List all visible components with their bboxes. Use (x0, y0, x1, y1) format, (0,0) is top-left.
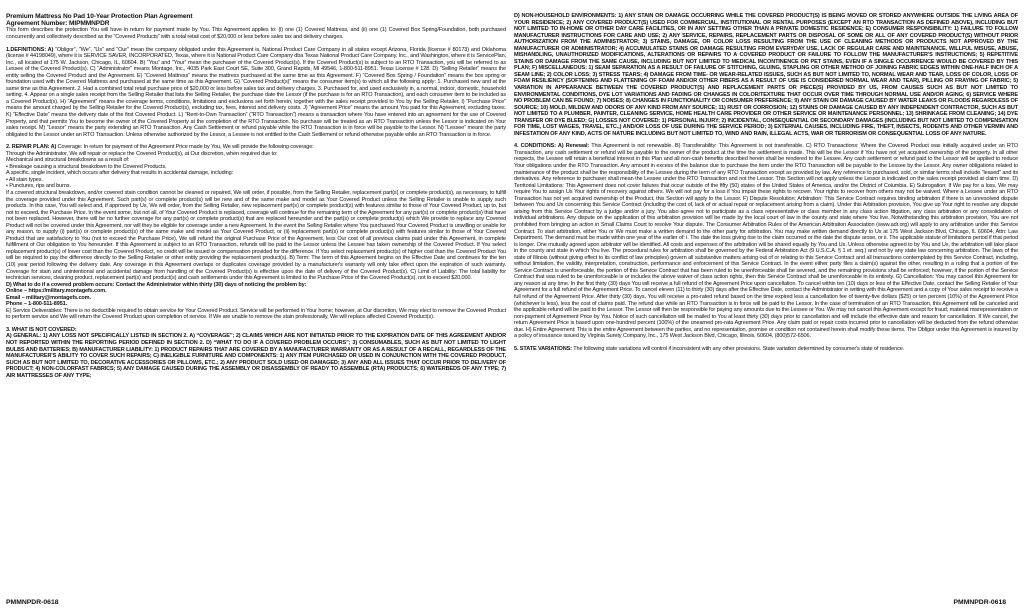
footer-code-left: PMMNPDR-0618 (6, 599, 59, 606)
left-column (6, 13, 506, 589)
repair-plan-line-4: A specific, single incident, which occurs after delivery that results in accidental damage, including: (6, 170, 234, 177)
not-covered-continued: D) NON-HOUSEHOLD ENVIRONMENTS: 1) ANY STAIN OR DAMAGE OCCURRING WHILE THE COVERED PRODUCT(S) IS BEING MOVED OR STORED ANYWHERE OUTSIDE THE LIVING AREA OF YOUR RESIDENCE; 2) ANY COVERED PRODUCT(S) USED FOR COMMERCIAL, INSTITUTIONAL OR RENTAL PURPOSES (EXCEPT AN RTO TRANSACTION AS DEFINED ABOVE), INCLUDING BUT NOT LIMITED TO IN-HOME OR OTHER DAY CARE FACILITIES, OR IN ANY SETTING OTHER THAN A PRIVATE DOMESTIC RESIDENCE; E) CONSUMER RESPONSIBILITY: 1) FAILURE TO FOLLOW MANUFACTURER INSTRUCTIONS FOR CARE AND USE; 2) ANY SERVICE, REPAIRS, REPLACEMENT PARTS OR DISPOSAL OF SOME OR ALL OF ANY COVERED PRODUCT(S) WITHOUT PRIOR AUTHORIZATION FROM THE ADMINISTRATOR; 3) STAINS, DAMAGE, OR COLOR LOSS RESULTING FROM THE USE OF CLEANING METHODS OR PRODUCTS NOT APPROVED BY THE MANUFACTURER OR ADMINISTRATOR; 4) ACCUMULATED STAINS OR DAMAGE RESULTING FROM EVERYDAY USE, LACK OF REGULAR CARE AND MAINTENANCE, WILLFUL MISUSE, ABUSE, MISHANDLING, UNAUTHORIZED MODIFICATIONS, ALTERATIONS OR REPAIRS TO A COVERED PRODUCT OR FAILURE TO FOLLOW THE MANUFACTURER'S INSTRUCTIONS; 5) REPETITIVE STAINS OR DAMAGE FROM THE SAME CAUSE, INCLUDING BUT NOT LIMITED TO MEDICAL INCONTINENCE OR PET STAINS, EVEN IF A SINGLE OCCURRENCE WOULD BE COVERED BY THIS PLAN; F) MISCELLANEOUS: 1) SEAM SEPARATION AS A RESULT OF FAILURE OF STITCHING, GLUING, STAPLING OR OTHER METHOD OF JOINING FABRIC EDGES WITHIN ONE-HALF INCH OF A SEAM LINE; 2) COLOR LOSS; 3) STRESS TEARS; 4) DAMAGE FROM TIME- OR WEAR-RELATED ISSUES, SUCH AS BUT NOT LIMITED TO, NORMAL WEAR AND TEAR, LOSS OF COLOR, LOSS OF FOAM RESILIENCY (SOFTENING AND FLATTENING OF FOAM AND/OR OTHER FIBERS AS A RESULT OF USE IS CONSIDERED NORMAL WEAR AND TEAR), PILLING OR FRAYING OF FABRIC; 5) VARIATION IN APPEARANCE BETWEEN THE COVERED PRODUCT(S) AND REPLACEMENT PARTS OR PIECE(S) PROVIDED BY US, FROM CAUSES SUCH AS BUT NOT LIMITED TO ENVIRONMENTAL CONDITIONS, DYE LOT VARIATIONS AND FADING OR CHANGES IN COLOR/TEXTURE THAT OCCUR OVER TIME THROUGH NORMAL USE AND/OR AGING; 6) SERVICE WHERE NO PROBLEM CAN BE FOUND; 7) NOISES; 8) CHANGES IN FUNCTIONALITY OR CONSUMER PREFERENCE; 9) ANY STAIN OR DAMAGE CAUSED BY WATER LEAKS OR FLOODS REGARDLESS OF SOURCE; 10) MOLD, MILDEW AND ODORS OF ANY KIND FROM ANY SOURCE; 11) RUST OR CORROSION; 12) STAINS OR DAMAGE CAUSED BY ANY INDEPENDENT CONTRACTOR, SUCH AS BUT NOT LIMITED TO A PLUMBER, PAINTER, CLEANING SERVICE, HOME HEALTH CARE PROVIDER OR OTHER SERVICE OR MAINTENANCE PERSONNEL; 13) SHRINKAGE FROM CLEANING; 14) DYE TRANSFER OR DYE BLEED; G) LOSSES NOT COVERED: 1) PERSONAL INJURY; 2) INCIDENTAL, CONSEQUENTIAL OR SECONDARY DAMAGES (INCLUDING BUT NOT LIMITED TO COMPENSATION FOR TIME, LOST WAGES, TRAVEL, ETC.,) AND/OR LOSS OF USE DURING THE SERVICE PERIOD; 3) EXTERNAL CAUSES, INCLUDING FIRE, THEFT, INSECTS, RODENTS AND OTHER VERMIN AND INFESTATION OF ANY KIND, ACTS OF NATURE INCLUDING BUT NOT LIMITED TO, WIND AND RAIN, ILLEGAL ACTS, WAR OR TERRORISM OR CONSEQUENTIAL LOSS OF ANY NATURE. (514, 13, 1018, 137)
document-title: Premium Mattress No Pad 10-Year Protection Plan Agreement (6, 13, 193, 20)
conditions-section (514, 143, 1018, 339)
service-deliverables: E) Service Deliverables: There is no deductible required to obtain service for Your Covered Product. Service will be performed in Your home; however, at Our discretion, We may elect to remove the Covered Product to perform service and We will return the Covered Product upon completion of service. If We are unable to remove the stain professionally, We will replace affected Covered Product(s). (6, 307, 506, 321)
repair-plan-line-6: • Punctures, rips and burns. (6, 183, 71, 190)
definitions-section (6, 47, 506, 139)
repair-plan-line-1: Through the Administrator, We will repair or replace the Covered Product(s), at Our discretion, when required due to: (6, 150, 278, 157)
not-covered-heading: 3. WHAT IS NOT COVERED: (6, 326, 77, 333)
repair-plan-line-2: Mechanical and structural breakdowns as a result of: (6, 157, 130, 164)
conditions-heading: 4. CONDITIONS: A) Renewal: (514, 143, 590, 150)
conditions-body: This Agreement is not renewable. B) Transferability: This Agreement is not transferable. C) RTO Transactions: Where the Covered Product was initially acquired under an RTO Transaction, any cash settlement or refund will be payable to the owner of the product at the time the settlement is made. This will be the Lessor if You have not yet acquired ownership of the property. In all other respects, the Lessee will retain a beneficial interest in this Plan and all non-cash benefits described herein shall be rendered to the Lessee. Any cash settlement or refund paid to the Lessor will be applied to reduce Your obligations under the RTO Transaction. Any amount in excess of the balance due to purchase the item under the RTO Transaction will be payable to the Lessee by the Lessor. Any owner obligations related to maintenance of the product shall be the responsibility of the Lessee during the term of any RTO Transaction except as provided by law. Any reference to purchased, sold, or similar terms shall include “leased” and its derivatives. Any reference to purchaser shall mean the Lessee under the RTO Transaction and not the Lessor. This Section will not apply unless the Lessor is indicated on the sales receipt provided at claim time. D) Territorial Limitations: This Agreement does not cover failures that occur outside of the fifty (50) states of the United States of America, and/or the District of Columbia. E) Subrogation: If We pay for a loss, We may require You to assign Us Your rights of recovery against others. We will not pay for a loss if You impair these rights to recover. Your rights to recover from others may not be waived. Where a Lessee under an RTO Transaction has not yet acquired ownership of the Product, this Section will apply to the Lessor. F) Dispute Resolution: Arbitration: This Service Contract requires binding arbitration if there is an unresolved dispute between You and Us concerning this Service Contract (including the cost of, lack of or actual repair or replacement arising from a claim). Under this Arbitration provision, You give up Your right to resolve any dispute arising from this Service Contract by a judge and/or a jury. You also agree not to participate as a class representative or class member in any class action litigation, any class arbitration or any consolidation of individual arbitrations. Any dispute on the application of this arbitration provision will be made by the local court of law in the county and state where You live. Notwithstanding this arbitration provision, You are not prohibited from bringing an action in Small Claims Court to resolve Your dispute. The Consumer Arbitration Rules of the American Arbitration Association (www.adr.org) will apply to any arbitration under this Service Contract. To start arbitration, either You or We must make a written demand to the other party for arbitration. You may make written demand directly to Us at 175 West Jackson Blvd, Chicago, IL 60604, Attn: Law Department. The demand must be made within one year of the earlier of: i. The date the loss giving rise to the claim occurred or the date the dispute arose, or ii. The applicable statute of limitations period if that period is longer. One mutually agreed upon arbitrator will be identified. All costs and expenses of the arbitration will be shared equally by You and Us. Unless otherwise agreed to by You and Us, the arbitration will take place in the county and state in which You live. The procedural rules for arbitration shall be governed by the Federal Arbitration Act (9 U.S.C.A. § 1 et. seq.) and not by any state law concerning arbitration. The laws of the state of Illinois (without giving effect to its conflict of law principles) govern all substantive matters arising out of or relating to this Service Contract and all transactions contemplated by this Service Contract, including, without limitation, the validity, interpretation, construction, performance and enforcement of this Service Contract. In the event either party files a claim(s) against the other, resulting in a ruling that a portion of the Service Contract is unenforceable, the portion of this Service Contract that has been ruled to be unenforceable shall be severed, and the remaining provisions shall be enforced; however, if the portion of the Service Contract that was ruled to be unenforceable is or includes the above waiver of class action rights, then this Service Contract shall be unenforceable in its entirety. G) Cancellation: You may cancel this Agreement for any reason at any time. In the first thirty (30) days You will receive a full refund of the Agreement Price upon cancellation. To cancel within ten (10) days or less of the Effective Date, contact the Selling Retailer of Your Agreement for a full refund of the Agreement Price. To cancel eleven (11) to thirty (30) days after the Effective Date, contact the Administrator in writing with this Agreement and a copy of Your sales receipt to receive a full refund of the Agreement Price. After thirty (30) days, You will receive a pro-rated refund based on the time expired less a cancellation fee of twenty-five dollars ($25) or ten percent (10%) of the Agreement Price (whichever is less), less the cost of claims paid. The refund due while an RTO Transaction is in force will be paid to the Lessor. In the case of termination of an RTO Transaction, this Agreement will be canceled and the applicable refund will be paid to the Lessor. The Lessor will then be responsible for paying any amounts due to the Lessee or You. We may not cancel this Agreement except for fraud, material misrepresentation or non-payment of Agreement Price by You. Notice of such cancellation will be mailed to You at least thirty (30) days prior to cancellation and will include the effective date and reason for cancellation. If We cancel, the return Agreement Price is based upon one-hundred percent (100%) of the unearned pro-rata Agreement Price. Any claim paid or repair costs incurred prior to cancellation will be deducted from the refund otherwise due. H) Entire Agreement: This is the entire Agreement between the parties, and no representation, promise or condition not contained herein shall modify these items. The Obligor under this Agreement is insured by a policy of insurance issued by Virginia Surety Company, Inc., 175 West Jackson Blvd, Chicago, Illinois, 60604, (800)572-6506. (514, 143, 1018, 340)
claim-heading: D) What to do if a covered problem occurs: Contact the Administrator within thirty (30) days of noticing the problem by: (6, 281, 307, 288)
right-column (514, 13, 1018, 589)
agreement-number: Agreement Number: MIPMMNPDR (6, 20, 110, 28)
state-variations-section (514, 346, 1018, 353)
state-variations-body: The following state variations will control if inconsistent with any other provisions. State variation determined by consumer's state of residence. (573, 345, 905, 352)
repair-plan-line-0: Coverage: In return for payment of the Agreement Price made by You, We will provide the following coverage: (57, 144, 314, 151)
claim-online-link[interactable]: Online – https://military.montagefs.com. (6, 288, 107, 295)
claim-email-link[interactable]: Email – military@montagefs.com. (6, 294, 91, 301)
repair-plan-body: If a covered structural breakdown, and/or covered stain condition cannot be cleaned or repaired, We will order, if possible, from the Selling Retailer, replacement part(s) or complete product(s), as necessary, to fulfill the coverage provided under this Agreement. Such part(s) or complete product(s) will be new and of the same make and model as Your Covered Product unless the Selling Retailer is unable to supply such products. In this case, You will select and, if approved by Us, We will order, from the Selling Retailer, new replacement part(s) or complete product(s) with features similar to those of Your Covered Product, up to, but not to exceed, the Purchase Price. In the event some, but not all, of Your Covered Product is replaced, coverage will continue for the remaining term of the Agreement for any part(s) or complete product(s) that have not been replaced. However, there will be no further coverage for any part(s) or complete product(s) that are replaced hereunder and the part(s) or complete product(s) which We provide to replace any Covered Product will not be covered under this Agreement, nor will they be eligible for coverage under a new Agreement. In the event the Selling Retailer where You purchased Your Covered Product is unwilling or unable for any reason, to supply (i) part(s) or complete product(s) of the same make and model as Your Covered Product, or (ii) replacement part(s) or complete product(s) with features similar to those of Your Covered Product that are satisfactory to You (not to exceed the Purchase Price), We will refund the original Purchase Price of the Agreement, less Our cost of all previous claims paid under this Agreement, in complete fulfillment of Our obligation to You hereunder. If this Agreement is subject to an RTO Transaction, refunds will be paid to the Lessor unless the Lessee has taken ownership of the Covered Product. If You select replacement product(s) of lower cost than the Covered Product, no credit will be issued or compensation provided for the difference. If You select replacement product(s) of higher cost than the Covered Product You will be required to pay the difference directly to the Selling Retailer or other entity providing the replacement product(s). B) Term: The term of this Agreement begins on the Effective Date and continues for the ten (10) year period following the delivery date. Any coverage in this Agreement overlaps or duplicates coverage provided by a manufacturer's warranty will only take effect upon the expiration of such warranty. Coverage for stain and unintentional and accidental damage from handling of the Covered Product(s) is effective upon the date of delivery of the Covered Product(s). C) Limit of Liability: The total liability for technician services, cleaning product, replacement part(s) and product(s) and cash settlements under this Agreement is limited to the Purchase Price of the Covered Product(s), not to exceed $20,000. (6, 189, 506, 282)
intro-paragraph: This form describes the protection You will have in return for payment made by You. This Agreement applies to: (i) one (1) Covered Mattress, and (ii) one (1) Covered Box Spring/Foundation, both purchased concurrently and collectively described as the “Covered Products” with a total retail cost of $20,000 or less before sales tax and delivery charges. (6, 27, 506, 40)
state-variations-heading: 5. STATE VARIATIONS: (514, 345, 572, 352)
repair-plan-line-3: • Breakage causing a structural breakdown to the Covered Products. (6, 163, 167, 170)
claim-phone: Phone – 1-800-511-8951. (6, 301, 68, 308)
repair-plan-line-5: • All stain types. (6, 176, 43, 183)
not-covered-body: A) GENERAL: 1) ANY LOSS NOT SPECIFICALLY LISTED IN SECTION 2. A) “COVERAGE”; 2) CLAIMS WHICH ARE NOT INITIATED PRIOR TO THE EXPIRATION DATE OF THIS AGREEMENT AND/OR NOT REPORTED WITHIN THE REPORTING PERIOD DEFINED IN SECTION 2. D) “WHAT TO DO IF A COVERED PROBLEM OCCURS”; 3) CONSUMABLES, SUCH AS BUT NOT LIMITED TO LIGHT BULBS AND BATTERIES; B) MANUFACTURER LIABILITY: 1) PRODUCT REPAIRS THAT ARE COVERED BY A MANUFACTURER WARRANTY OR AS A RESULT OF A RECALL, REGARDLESS OF THE MANUFACTURER'S ABILITY TO COVER SUCH REPAIRS; C) INELIGIBLE FURNITURE AND COMPONENTS: 1) ANY ITEM PURCHASED OR USED IN CONJUNCTION WITH THE COVERED PRODUCT, SUCH AS BUT NOT LIMITED TO, DECORATIVE ACCESSORIES OR PILLOWS, ETC.; 2) ANY PRODUCT SOLD USED OR DAMAGED; 3) ANY AND ALL ISSUES THAT OCCUR PRIOR TO DELIVERY OF PRODUCT; 4) NON-COLORFAST FABRICS; 5) ANY DAMAGE CAUSED DURING THE ASSEMBLY OR DISASSEMBLY OF READY TO ASSEMBLE (RTA) PRODUCTS; 6) WATERBEDS OF ANY TYPE; 7) AIR MATTRESSES OF ANY TYPE; (6, 333, 506, 379)
repair-plan-heading: 2. REPAIR PLAN: A) (6, 144, 57, 151)
repair-plan-section (6, 144, 506, 321)
definitions-heading: 1.DEFINITIONS: A) (6, 46, 54, 53)
footer-code-right: PMMNPDR-0618 (953, 599, 1006, 606)
definitions-body: “Obligor”, “We”, “Us” and “Our” mean the company obligated under this Agreement is, National Product Care Company in all states except Arizona, Florida (license # 80173) and Oklahoma (license # 44198049), where it is SERVICE SAVER, INCORPORATED, Texas, where it is National Product Care Company dba Texas National Product Care Company, Inc., and Washington, where it is ServicePlan, Inc., all located at 175 W. Jackson, Chicago, IL, 60604. B) “You” and “Your” mean the purchaser of the Covered Product(s). If the Covered Product(s) is subject to an RTO Transaction, you will be referred to as Lessee of the Covered Product(s). C) “Administrator” means Montage, Inc., 4035 Park East Court SE, Suite 300, Grand Rapids, MI 49546, 1-800-511-8951. Texas License # 128. D) “Selling Retailer” means the entity selling the Covered Product and the Agreement. E) “Covered Mattress” means the mattress purchased at the same time as this Agreement. F) “Covered Box Spring / Foundation” means the box spring or foundation used with the Covered Mattress and purchased at the same time as this Agreement. G) “Covered Product(s)” means the consumer item(s) to which all the following apply: 1. Purchased new and at the same time as this Agreement. 2. Had a combined total retail purchase price of $20,000 or less before sales tax and delivery charges. 3. Purchased for, and used exclusively in, a normal, indoor, domestic, household setting. 4. Appear on a single sales receipt from the Selling Retailer that lists the Selling Retailer, the purchase date the Lessor (if the purchase is for an RTO Transaction), and each consumer item to be included as a Covered Product(s). H) “Agreement” means the coverage terms, conditions, limitations and exclusions set forth herein, together with the sales receipt provided to You by the Selling Retailer. I) “Purchase Price” means the amount charged by the Selling Retailer for the Covered Product(s), excluding tax, fees, interest and delivery costs. J) “Agreement Price” means the amount You paid for this Agreement, excluding taxes. K) “Effective Date” means the delivery date of the first Covered Product. L) “Rent-to-Own Transaction” (“RTO Transaction”) means a transaction where You have entered into an agreement for the use of Covered Property, and that permits You to become the owner of the Covered Property at the completion of the RTO Transaction. No purchase will be treated as an RTO Transaction unless the Lessor is indicated on Your sales receipt. M) “Lessor” means the party extending an RTO Transaction. Any Cash Settlement or refund payable while the RTO Transaction is in force will be payable to the Lessor. N) “Lessee” means the party obligated to the Lessor under an RTO Transaction. Unless otherwise authorized by the Lessor, a Lessee is not entitled to the Cash Settlement or refund otherwise payable while an RTO Transaction is in force. (6, 46, 506, 138)
not-covered-section (6, 327, 506, 379)
